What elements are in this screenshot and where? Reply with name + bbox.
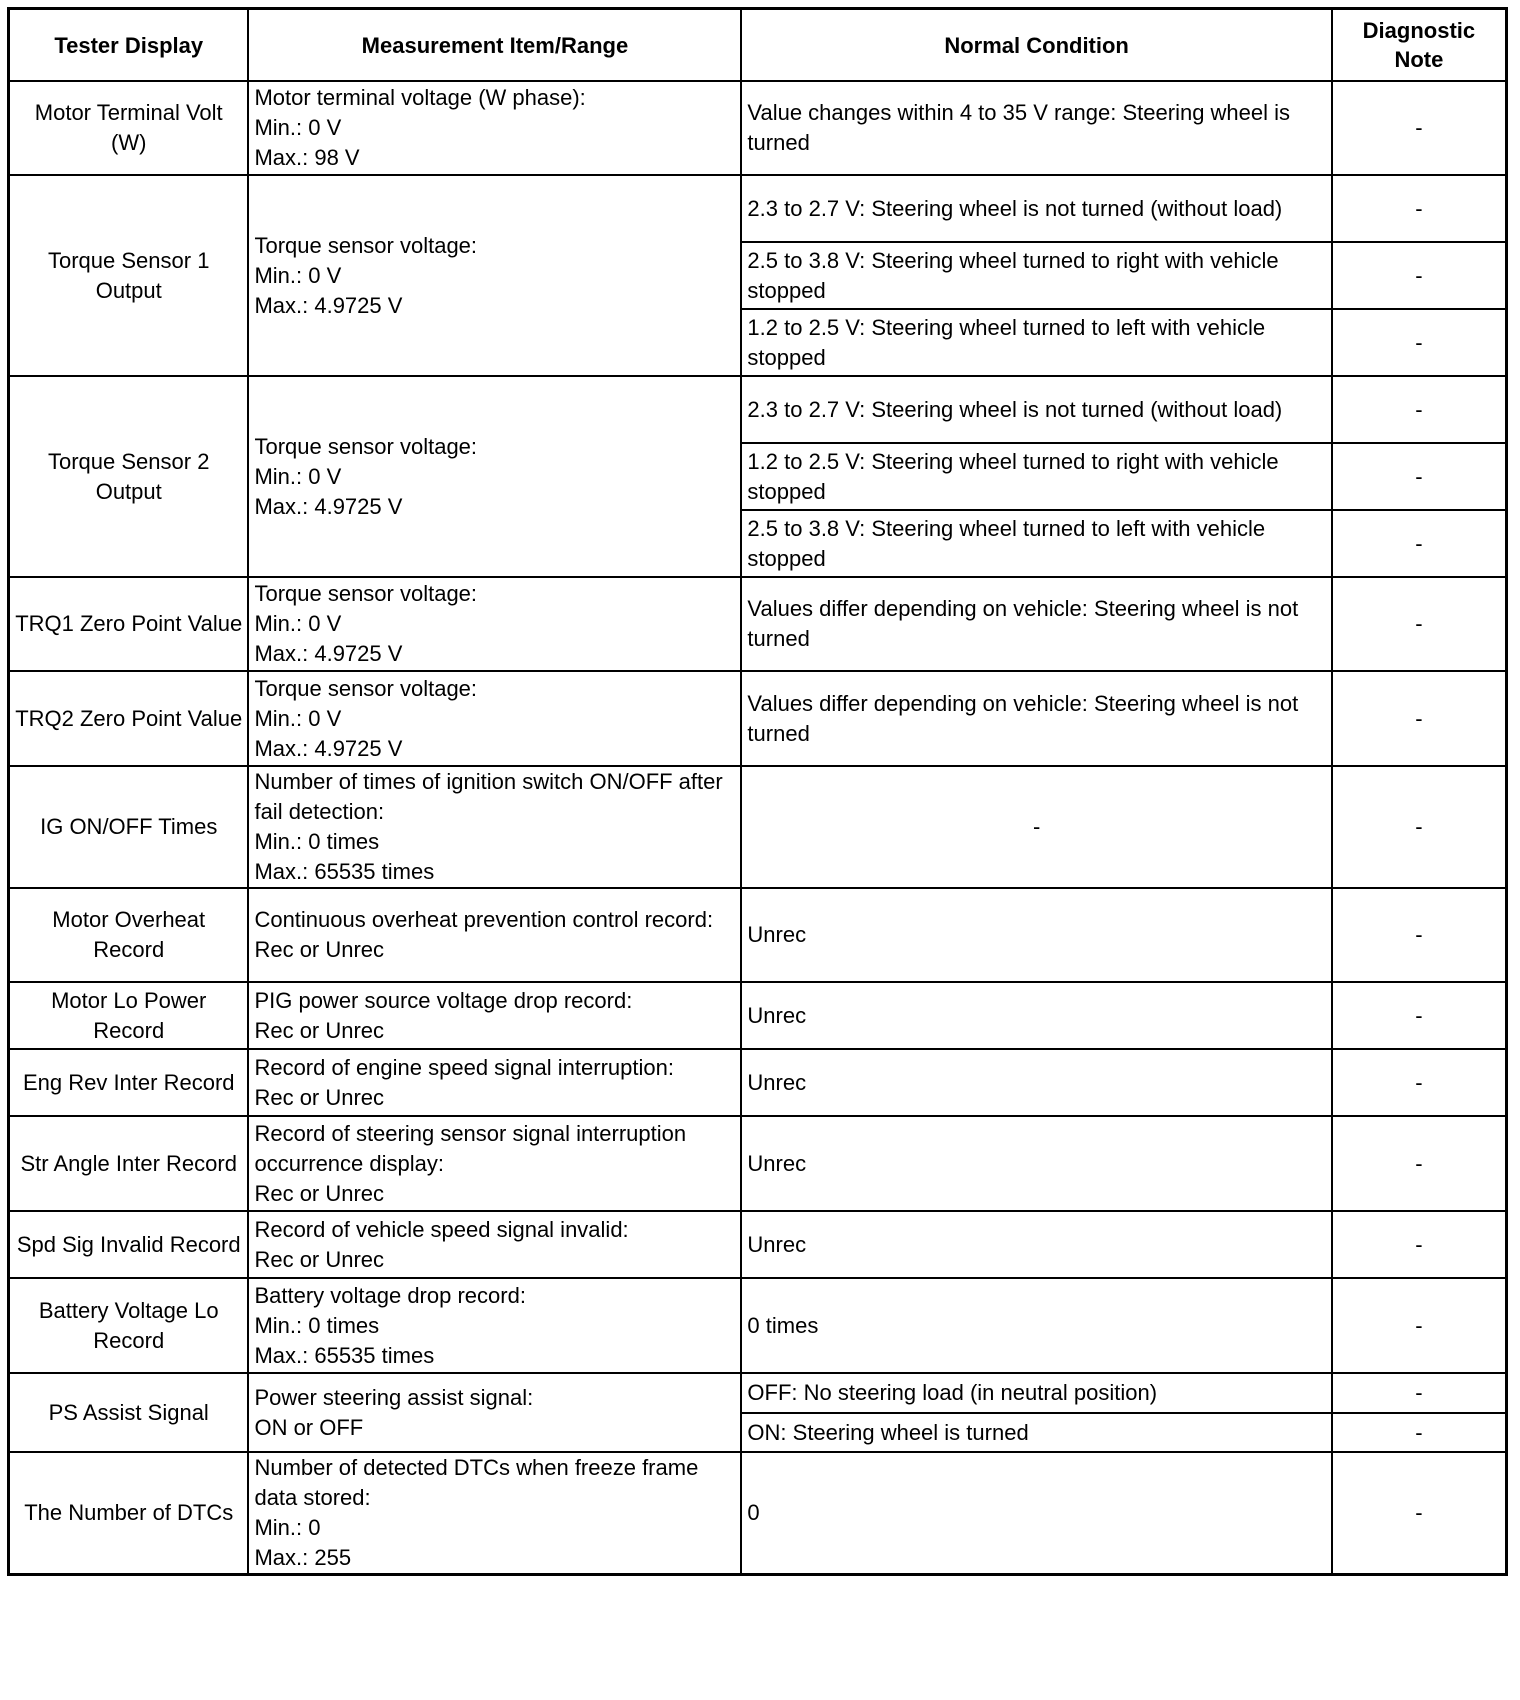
measurement-cell: Number of detected DTCs when freeze frame data stored: Min.: 0 Max.: 255 (248, 1452, 741, 1575)
tester-display-cell: Battery Voltage Lo Record (9, 1278, 249, 1373)
normal-condition-cell: 2.3 to 2.7 V: Steering wheel is not turned (without load) (741, 376, 1331, 443)
measurement-cell: Record of vehicle speed signal invalid: Rec or Unrec (248, 1211, 741, 1278)
measurement-cell: Torque sensor voltage: Min.: 0 V Max.: 4.9725 V (248, 175, 741, 376)
diagnostic-note-cell: - (1332, 1278, 1507, 1373)
normal-condition-cell: 2.3 to 2.7 V: Steering wheel is not turned (without load) (741, 175, 1331, 242)
normal-condition-cell: 1.2 to 2.5 V: Steering wheel turned to right with vehicle stopped (741, 443, 1331, 510)
tester-display-cell: IG ON/OFF Times (9, 766, 249, 888)
table-row (9, 1211, 1507, 1278)
data-list-table (7, 7, 1508, 1576)
header-row (9, 9, 1507, 82)
normal-condition-cell: Values differ depending on vehicle: Steering wheel is not turned (741, 577, 1331, 671)
tester-display-cell: Str Angle Inter Record (9, 1116, 249, 1211)
diagnostic-note-cell: - (1332, 1211, 1507, 1278)
table-row (9, 1452, 1507, 1575)
tester-display-cell: Motor Lo Power Record (9, 982, 249, 1049)
header-normal-condition: Normal Condition (741, 9, 1331, 82)
normal-condition-cell: OFF: No steering load (in neutral position) (741, 1373, 1331, 1413)
measurement-cell: Motor terminal voltage (W phase): Min.: 0 V Max.: 98 V (248, 81, 741, 175)
table-body (9, 81, 1507, 1575)
table-row (9, 1278, 1507, 1373)
normal-condition-cell: Unrec (741, 1211, 1331, 1278)
diagnostic-note-cell: - (1332, 81, 1507, 175)
tester-display-cell: The Number of DTCs (9, 1452, 249, 1575)
diagnostic-note-cell: - (1332, 309, 1507, 376)
normal-condition-cell: Values differ depending on vehicle: Steering wheel is not turned (741, 671, 1331, 766)
diagnostic-note-cell: - (1332, 242, 1507, 309)
header-diagnostic-note: Diagnostic Note (1332, 9, 1507, 82)
measurement-cell: Continuous overheat prevention control record: Rec or Unrec (248, 888, 741, 982)
diagnostic-note-cell: - (1332, 982, 1507, 1049)
table-row (9, 376, 1507, 443)
diagnostic-note-cell: - (1332, 671, 1507, 766)
diagnostic-note-cell: - (1332, 175, 1507, 242)
normal-condition-cell: 2.5 to 3.8 V: Steering wheel turned to left with vehicle stopped (741, 510, 1331, 577)
tester-display-cell: Motor Overheat Record (9, 888, 249, 982)
tester-display-cell: Spd Sig Invalid Record (9, 1211, 249, 1278)
diagnostic-note-cell: - (1332, 443, 1507, 510)
normal-condition-cell: 0 (741, 1452, 1331, 1575)
normal-condition-cell: 2.5 to 3.8 V: Steering wheel turned to right with vehicle stopped (741, 242, 1331, 309)
header-measurement-item: Measurement Item/Range (248, 9, 741, 82)
table-row (9, 1116, 1507, 1211)
diagnostic-note-cell: - (1332, 766, 1507, 888)
measurement-cell: Power steering assist signal: ON or OFF (248, 1373, 741, 1452)
table-row (9, 577, 1507, 671)
table-row (9, 671, 1507, 766)
diagnostic-note-cell: - (1332, 888, 1507, 982)
measurement-cell: Torque sensor voltage: Min.: 0 V Max.: 4.9725 V (248, 577, 741, 671)
tester-display-cell: Torque Sensor 1 Output (9, 175, 249, 376)
table-row (9, 175, 1507, 242)
diagnostic-note-cell: - (1332, 577, 1507, 671)
table-row (9, 1373, 1507, 1413)
table-row (9, 81, 1507, 175)
table-row (9, 982, 1507, 1049)
diagnostic-note-cell: - (1332, 1049, 1507, 1116)
measurement-cell: Battery voltage drop record: Min.: 0 times Max.: 65535 times (248, 1278, 741, 1373)
tester-display-cell: Motor Terminal Volt (W) (9, 81, 249, 175)
normal-condition-cell: - (741, 766, 1331, 888)
tester-display-cell: TRQ2 Zero Point Value (9, 671, 249, 766)
normal-condition-cell: Value changes within 4 to 35 V range: Steering wheel is turned (741, 81, 1331, 175)
normal-condition-cell: Unrec (741, 982, 1331, 1049)
diagnostic-note-cell: - (1332, 376, 1507, 443)
measurement-cell: Torque sensor voltage: Min.: 0 V Max.: 4.9725 V (248, 376, 741, 577)
tester-display-cell: TRQ1 Zero Point Value (9, 577, 249, 671)
table-row (9, 1049, 1507, 1116)
normal-condition-cell: Unrec (741, 888, 1331, 982)
measurement-cell: Record of engine speed signal interruption: Rec or Unrec (248, 1049, 741, 1116)
measurement-cell: Record of steering sensor signal interruption occurrence display: Rec or Unrec (248, 1116, 741, 1211)
tester-display-cell: Eng Rev Inter Record (9, 1049, 249, 1116)
diagnostic-note-cell: - (1332, 1452, 1507, 1575)
diagnostic-note-cell: - (1332, 1373, 1507, 1413)
table-row (9, 766, 1507, 888)
normal-condition-cell: ON: Steering wheel is turned (741, 1413, 1331, 1452)
tester-display-cell: PS Assist Signal (9, 1373, 249, 1452)
header-tester-display: Tester Display (9, 9, 249, 82)
measurement-cell: PIG power source voltage drop record: Rec or Unrec (248, 982, 741, 1049)
diagnostic-note-cell: - (1332, 1413, 1507, 1452)
diagnostic-note-cell: - (1332, 1116, 1507, 1211)
normal-condition-cell: 1.2 to 2.5 V: Steering wheel turned to left with vehicle stopped (741, 309, 1331, 376)
normal-condition-cell: Unrec (741, 1049, 1331, 1116)
table-row (9, 888, 1507, 982)
measurement-cell: Number of times of ignition switch ON/OFF after fail detection: Min.: 0 times Max.: 65535 times (248, 766, 741, 888)
tester-display-cell: Torque Sensor 2 Output (9, 376, 249, 577)
normal-condition-cell: 0 times (741, 1278, 1331, 1373)
normal-condition-cell: Unrec (741, 1116, 1331, 1211)
measurement-cell: Torque sensor voltage: Min.: 0 V Max.: 4.9725 V (248, 671, 741, 766)
diagnostic-note-cell: - (1332, 510, 1507, 577)
